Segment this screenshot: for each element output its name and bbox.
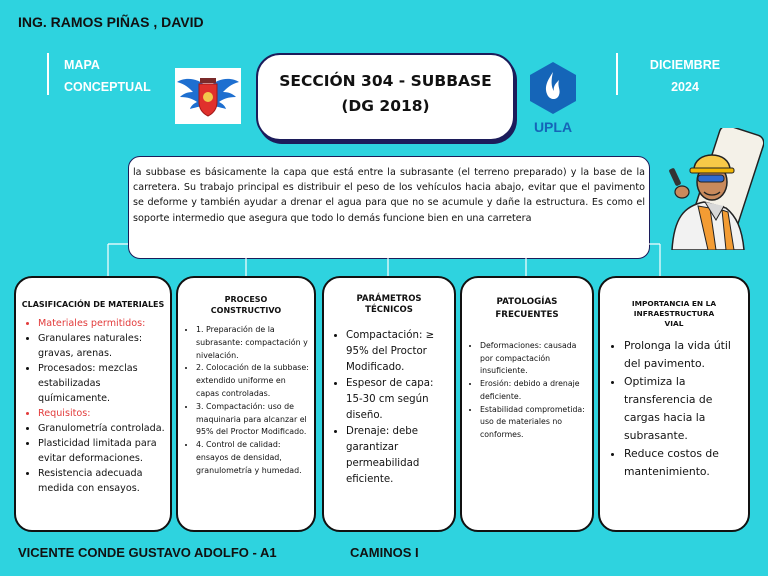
list-item: • Reduce costos de mantenimiento. (624, 445, 744, 481)
list-item: • 3. Compactación: uso de maquinaria para alcanzar el 95% del Proctor Modificado. (196, 401, 310, 439)
map-type-line1: MAPA (64, 58, 100, 72)
date-label (640, 54, 730, 98)
student-name: VICENTE CONDE GUSTAVO ADOLFO - A1 (18, 545, 277, 560)
title-line1: SECCIÓN 304 - SUBBASE (279, 72, 492, 90)
map-type-label (64, 54, 151, 98)
card-importance-title (600, 299, 748, 329)
materials-list (16, 316, 170, 496)
card-importance-title-line2: INFRAESTRUCTURA (633, 309, 715, 318)
list-item: • Prolonga la vida útil del pavimento. (624, 337, 744, 373)
list-item: • Erosión: debido a drenaje deficiente. (480, 378, 589, 403)
card-pathologies (460, 276, 594, 532)
card-process-title-line2: CONSTRUCTIVO (210, 306, 282, 315)
divider (616, 53, 618, 95)
university-label: UPLA (533, 119, 573, 135)
date-year: 2024 (671, 80, 699, 94)
card-params-title-line2: TÉCNICOS (365, 305, 413, 315)
divider (47, 53, 49, 95)
definition-text: la subbase es básicamente la capa que está entre la subrasante (el terreno preparado) y la base de la carretera. Su trabajo principal es distribuir el peso de los vehículos hacia abajo, evitar que el pavimento se deforme y también ayudar a drenar el agua para que no se acumule y dañe la estructura. Es como el soporte intermedio que asegura que todo lo demás funcione bien en una carretera (133, 167, 645, 224)
winged-shield-icon (175, 68, 241, 124)
card-importance (598, 276, 750, 532)
list-item: • 2. Colocación de la subbase: extendido uniforme en capas controladas. (196, 362, 310, 400)
date-month: DICIEMBRE (649, 58, 721, 72)
card-params-title (324, 294, 454, 316)
title-box (256, 53, 515, 141)
card-importance-title-line3: VIAL (664, 319, 684, 328)
list-item: • Requisitos: (38, 406, 170, 421)
engineer-illustration (664, 128, 764, 250)
card-pathologies-title-line1: PATOLOGÍAS (496, 297, 558, 307)
card-pathologies-title (462, 296, 592, 322)
list-item: • Procesados: mezclas estabilizadas químicamente. (38, 361, 170, 406)
params-list (324, 328, 454, 488)
process-list (178, 324, 314, 478)
card-params-title-line1: PARÁMETROS (356, 294, 422, 304)
list-item: • Drenaje: debe garantizar permeabilidad eficiente. (346, 424, 450, 488)
list-item: • Compactación: ≥ 95% del Proctor Modificado. (346, 328, 450, 376)
course-name: CAMINOS I (350, 545, 419, 560)
list-item: • Deformaciones: causada por compactación insuficiente. (480, 340, 589, 378)
list-item: • 1. Preparación de la subrasante: compactación y nivelación. (196, 324, 310, 362)
card-materials-title: CLASIFICACIÓN DE MATERIALES (21, 300, 165, 309)
card-process-title (178, 294, 314, 316)
list-item: • Plasticidad limitada para evitar deformaciones. (38, 436, 170, 466)
list-item: • Granulares naturales: gravas, arenas. (38, 331, 170, 361)
pathologies-list (462, 340, 592, 442)
card-params (322, 276, 456, 532)
list-item: • Espesor de capa: 15-30 cm según diseño. (346, 376, 450, 424)
card-process (176, 276, 316, 532)
institution-logo (175, 68, 241, 124)
title (258, 69, 513, 119)
definition-box (128, 156, 650, 259)
list-item: • Resistencia adecuada medida con ensayos. (38, 466, 170, 496)
map-type-line2: CONCEPTUAL (64, 80, 151, 94)
list-item: • 4. Control de calidad: ensayos de densidad, granulometría y humedad. (196, 439, 310, 477)
card-pathologies-title-line2: FRECUENTES (495, 310, 559, 320)
card-process-title-line1: PROCESO (224, 295, 268, 304)
list-item: • Materiales permitidos: (38, 316, 170, 331)
title-line2: (DG 2018) (341, 97, 430, 115)
upla-logo (526, 60, 580, 138)
list-item: • Optimiza la transferencia de cargas hacia la subrasante. (624, 373, 744, 445)
importance-list (600, 337, 748, 481)
card-materials (14, 276, 172, 532)
card-importance-title-line1: IMPORTANCIA EN LA (631, 299, 717, 308)
flame-hexagon-icon (526, 60, 580, 138)
list-item: • Estabilidad comprometida: uso de materiales no conformes. (480, 404, 589, 442)
list-item: • Granulometría controlada. (38, 421, 170, 436)
author-name: ING. RAMOS PIÑAS , DAVID (18, 14, 204, 30)
engineer-icon (664, 128, 764, 250)
